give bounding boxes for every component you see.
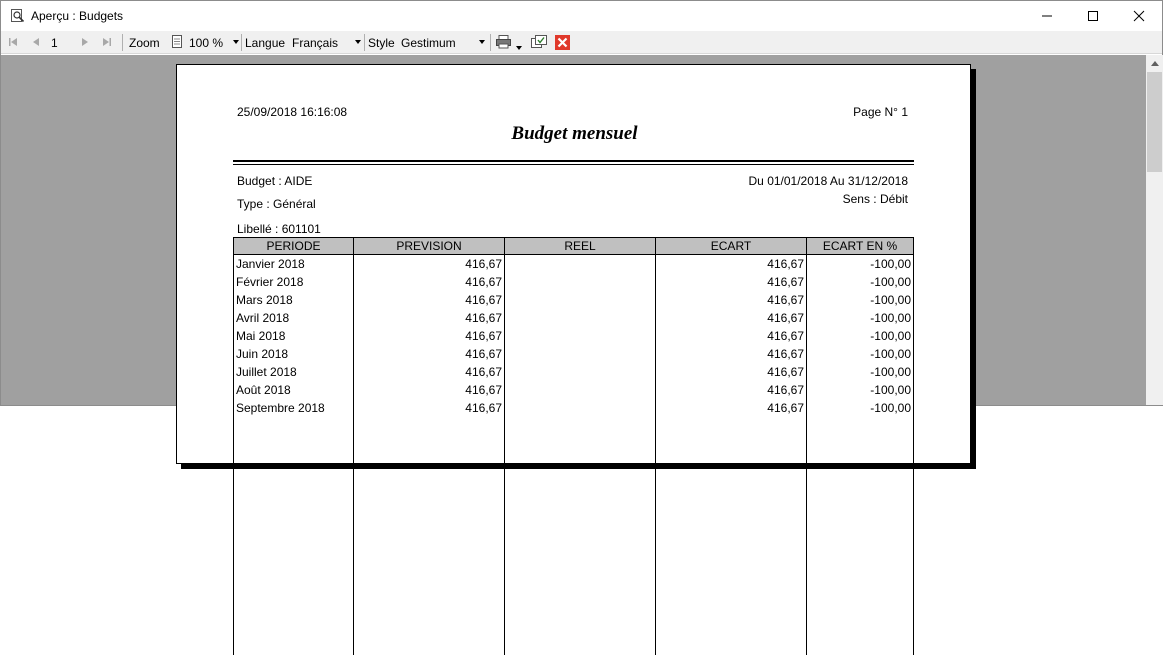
print-icon[interactable] — [496, 35, 510, 49]
minimize-button[interactable] — [1024, 1, 1070, 31]
budget-code: Budget : AIDE — [237, 174, 313, 188]
cell-prevision: 416,67 — [465, 293, 502, 307]
cell-ecart: 416,67 — [767, 257, 804, 271]
cell-prevision: 416,67 — [465, 401, 502, 415]
title-divider — [233, 164, 914, 165]
close-window-button[interactable] — [1116, 1, 1162, 31]
budget-libelle: Libellé : 601101 — [237, 222, 321, 236]
print-datetime: 25/09/2018 16:16:08 — [237, 105, 348, 119]
budget-type: Type : Général — [237, 197, 316, 211]
table-row — [233, 345, 914, 363]
page-number-label: Page N° 1 — [853, 105, 908, 119]
column-header-ecart: ECART — [656, 238, 807, 254]
last-page-icon[interactable] — [100, 35, 114, 49]
cell-ecart: 416,67 — [767, 275, 804, 289]
chevron-down-icon — [233, 40, 239, 44]
title-divider — [233, 160, 914, 162]
cell-periode: Août 2018 — [236, 383, 291, 397]
cell-ecart-pct: -100,00 — [870, 347, 911, 361]
langue-label: Langue — [245, 36, 286, 50]
cell-prevision: 416,67 — [465, 347, 502, 361]
cell-ecart: 416,67 — [767, 293, 804, 307]
table-row — [233, 291, 914, 309]
cell-ecart-pct: -100,00 — [870, 329, 911, 343]
cell-periode: Avril 2018 — [236, 311, 290, 325]
table-row — [233, 381, 914, 399]
cell-ecart: 416,67 — [767, 383, 804, 397]
cell-prevision: 416,67 — [465, 257, 502, 271]
table-row — [233, 363, 914, 381]
cell-periode: Mai 2018 — [236, 329, 286, 343]
table-row — [233, 273, 914, 291]
toolbar-divider — [490, 34, 491, 51]
page-zoom-icon — [170, 35, 184, 49]
close-icon — [1134, 11, 1144, 21]
title-bar — [1, 1, 1162, 31]
cell-ecart: 416,67 — [767, 329, 804, 343]
print-setup-icon[interactable] — [531, 35, 545, 49]
cell-ecart: 416,67 — [767, 365, 804, 379]
column-header-ecart-pct: ECART EN % — [822, 239, 898, 253]
cell-ecart-pct: -100,00 — [870, 383, 911, 397]
date-range: Du 01/01/2018 Au 31/12/2018 — [748, 174, 908, 188]
preview-magnifier-icon — [11, 9, 25, 23]
cell-prevision: 416,67 — [465, 329, 502, 343]
next-page-icon[interactable] — [78, 35, 92, 49]
first-page-icon[interactable] — [6, 35, 20, 49]
cell-prevision: 416,67 — [465, 365, 502, 379]
cell-ecart: 416,67 — [767, 401, 804, 415]
chevron-up-icon — [1151, 61, 1159, 66]
cell-ecart-pct: -100,00 — [870, 275, 911, 289]
cell-prevision: 416,67 — [465, 311, 502, 325]
table-row — [233, 309, 914, 327]
column-header-reel: REEL — [505, 238, 656, 254]
chevron-down-icon — [479, 40, 485, 44]
cell-periode: Septembre 2018 — [236, 401, 325, 415]
cell-ecart-pct: -100,00 — [870, 401, 911, 415]
table-row — [233, 327, 914, 345]
report-page — [176, 64, 971, 464]
scroll-up-button[interactable] — [1146, 55, 1163, 72]
cell-periode: Juin 2018 — [236, 347, 289, 361]
close-preview-icon[interactable] — [555, 35, 570, 50]
table-header — [233, 237, 914, 255]
cell-periode: Mars 2018 — [236, 293, 293, 307]
cell-periode: Juillet 2018 — [236, 365, 297, 379]
cell-ecart-pct: -100,00 — [870, 311, 911, 325]
cell-periode: Février 2018 — [236, 275, 304, 289]
chevron-down-icon — [355, 40, 361, 44]
cell-ecart: 416,67 — [767, 311, 804, 325]
zoom-select[interactable] — [185, 33, 241, 52]
maximize-button[interactable] — [1070, 1, 1116, 31]
cell-periode: Janvier 2018 — [236, 257, 305, 271]
table-row — [233, 399, 914, 417]
style-label: Style — [368, 36, 395, 50]
maximize-icon — [1088, 11, 1098, 21]
langue-select[interactable] — [288, 33, 363, 52]
cell-prevision: 416,67 — [465, 275, 502, 289]
table-row — [233, 255, 914, 273]
style-select[interactable] — [397, 33, 487, 52]
cell-ecart: 416,67 — [767, 347, 804, 361]
cell-ecart-pct: -100,00 — [870, 365, 911, 379]
column-header-periode: PERIODE — [234, 238, 354, 254]
preview-area[interactable] — [1, 55, 1146, 415]
page-number-field[interactable]: 1 — [51, 36, 58, 50]
print-options-chevron-icon[interactable] — [516, 39, 522, 43]
preview-toolbar — [1, 31, 1162, 54]
vertical-scrollbar[interactable] — [1146, 55, 1163, 405]
cell-prevision: 416,67 — [465, 383, 502, 397]
langue-value: Français — [292, 36, 339, 50]
minimize-icon — [1042, 11, 1052, 21]
toolbar-divider — [241, 34, 242, 51]
previous-page-icon[interactable] — [29, 35, 43, 49]
column-header-prevision: PREVISION — [354, 238, 505, 254]
zoom-label: Zoom — [129, 36, 160, 50]
zoom-value: 100 % — [189, 36, 224, 50]
toolbar-divider — [122, 34, 123, 51]
cell-ecart-pct: -100,00 — [870, 257, 911, 271]
report-title: Budget mensuel — [511, 123, 638, 144]
style-value: Gestimum — [401, 36, 456, 50]
window-title: Aperçu : Budgets — [31, 9, 124, 23]
cell-ecart-pct: -100,00 — [870, 293, 911, 307]
budget-sens: Sens : Débit — [842, 192, 908, 206]
scrollbar-thumb[interactable] — [1147, 72, 1162, 172]
toolbar-divider — [364, 34, 365, 51]
